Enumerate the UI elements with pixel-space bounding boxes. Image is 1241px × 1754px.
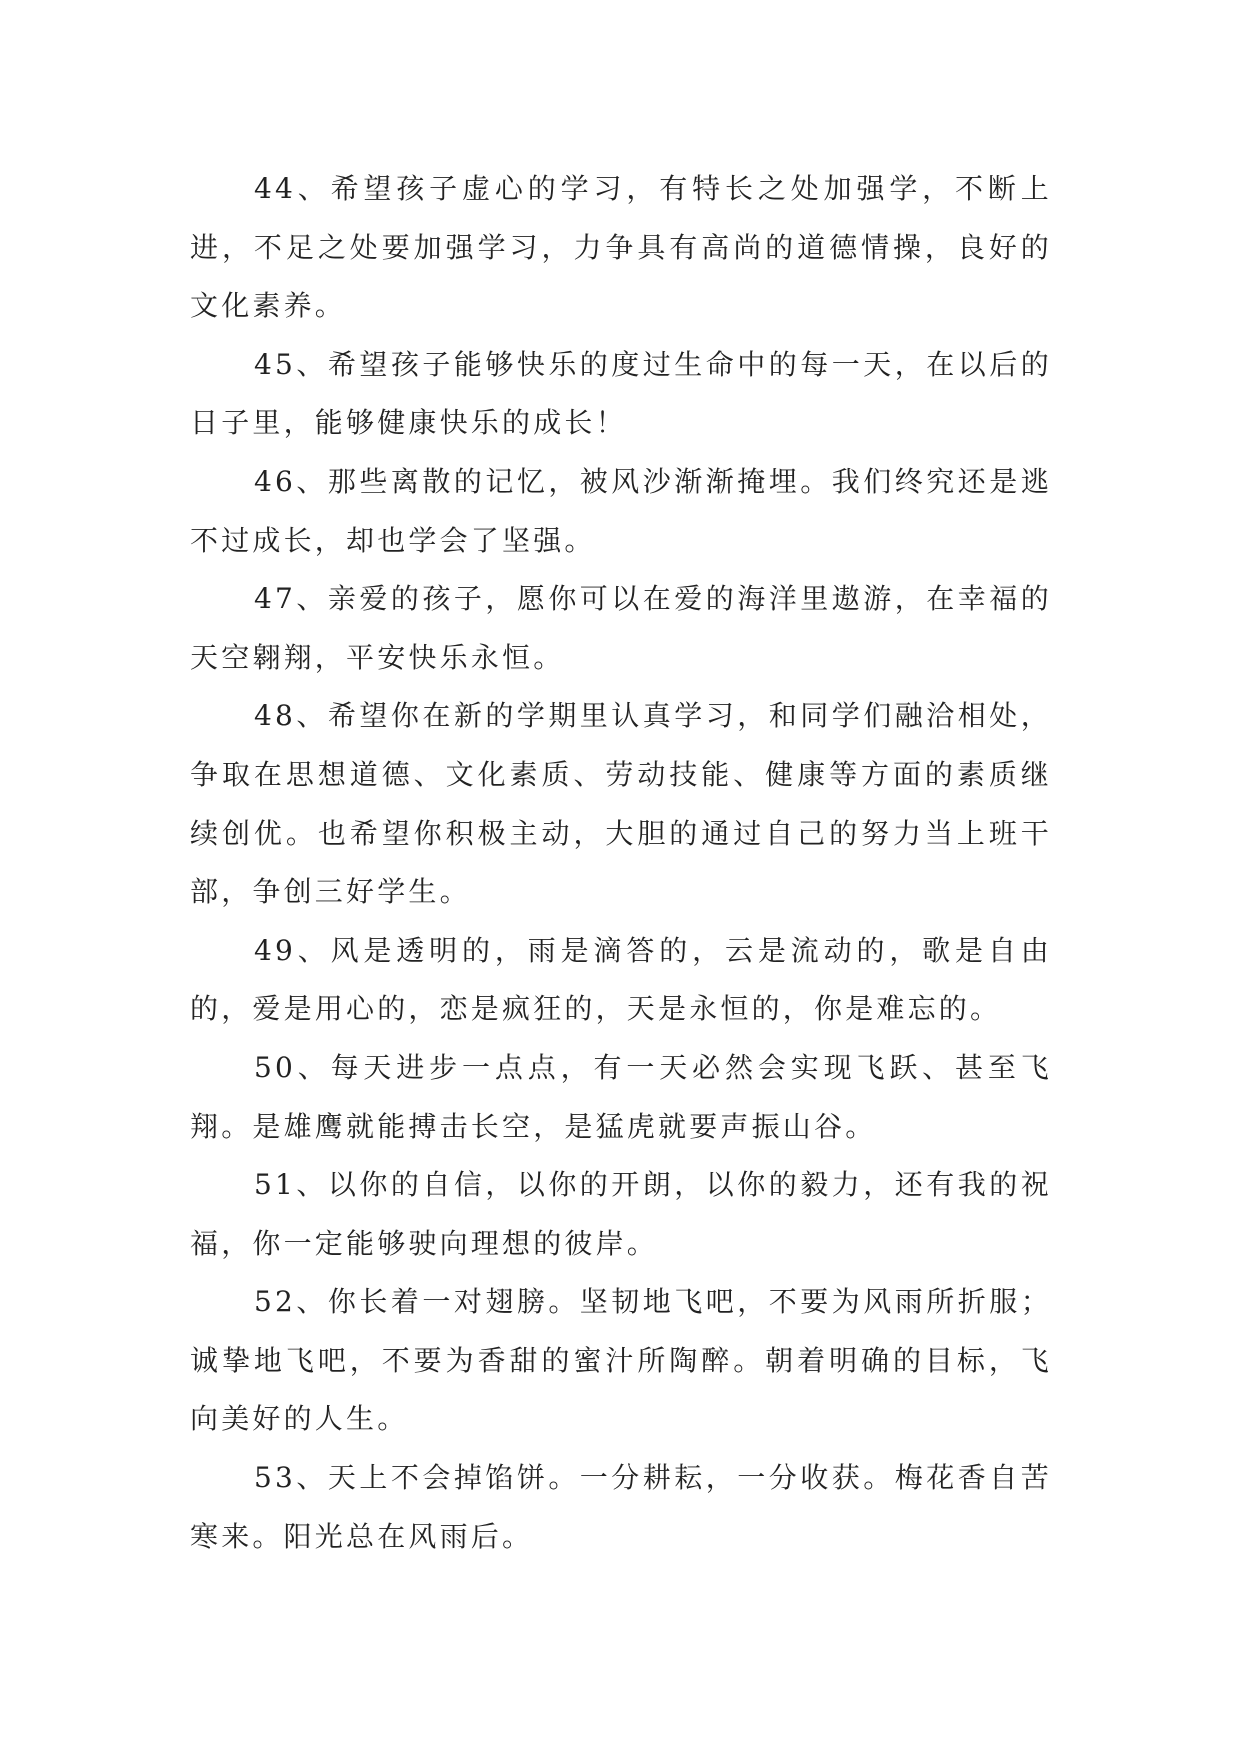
- paragraph-52: 52、你长着一对翅膀。坚韧地飞吧，不要为风雨所折服；诚挚地飞吧，不要为香甜的蜜汁所陶醉。朝着明确的目标，飞向美好的人生。: [190, 1285, 1052, 1436]
- paragraph-44: 44、希望孩子虚心的学习，有特长之处加强学，不断上进，不足之处要加强学习，力争具有高尚的道德情操，良好的文化素养。: [190, 172, 1052, 323]
- paragraph-47: 47、亲爱的孩子，愿你可以在爱的海洋里遨游，在幸福的天空翱翔，平安快乐永恒。: [190, 582, 1052, 674]
- paragraph-51: 51、以你的自信，以你的开朗，以你的毅力，还有我的祝福，你一定能够驶向理想的彼岸。: [190, 1168, 1052, 1260]
- paragraph-49: 49、风是透明的，雨是滴答的，云是流动的，歌是自由的，爱是用心的，恋是疯狂的，天是永恒的，你是难忘的。: [190, 933, 1052, 1026]
- document-body: [190, 160, 1052, 1566]
- paragraph-50: 50、每天进步一点点，有一天必然会实现飞跃、甚至飞翔。是雄鹰就能搏击长空，是猛虎就要声振山谷。: [190, 1050, 1052, 1143]
- paragraph-46: 46、那些离散的记忆，被风沙渐渐掩埋。我们终究还是逃不过成长，却也学会了坚强。: [190, 464, 1052, 557]
- paragraph-53: 53、天上不会掉馅饼。一分耕耘，一分收获。梅花香自苦寒来。阳光总在风雨后。: [190, 1461, 1052, 1553]
- paragraph-48: 48、希望你在新的学期里认真学习，和同学们融洽相处，争取在思想道德、文化素质、劳动技能、健康等方面的素质继续创优。也希望你积极主动，大胆的通过自己的努力当上班干部，争创三好学生。: [190, 699, 1052, 909]
- paragraph-45: 45、希望孩子能够快乐的度过生命中的每一天，在以后的日子里，能够健康快乐的成长！: [190, 347, 1052, 440]
